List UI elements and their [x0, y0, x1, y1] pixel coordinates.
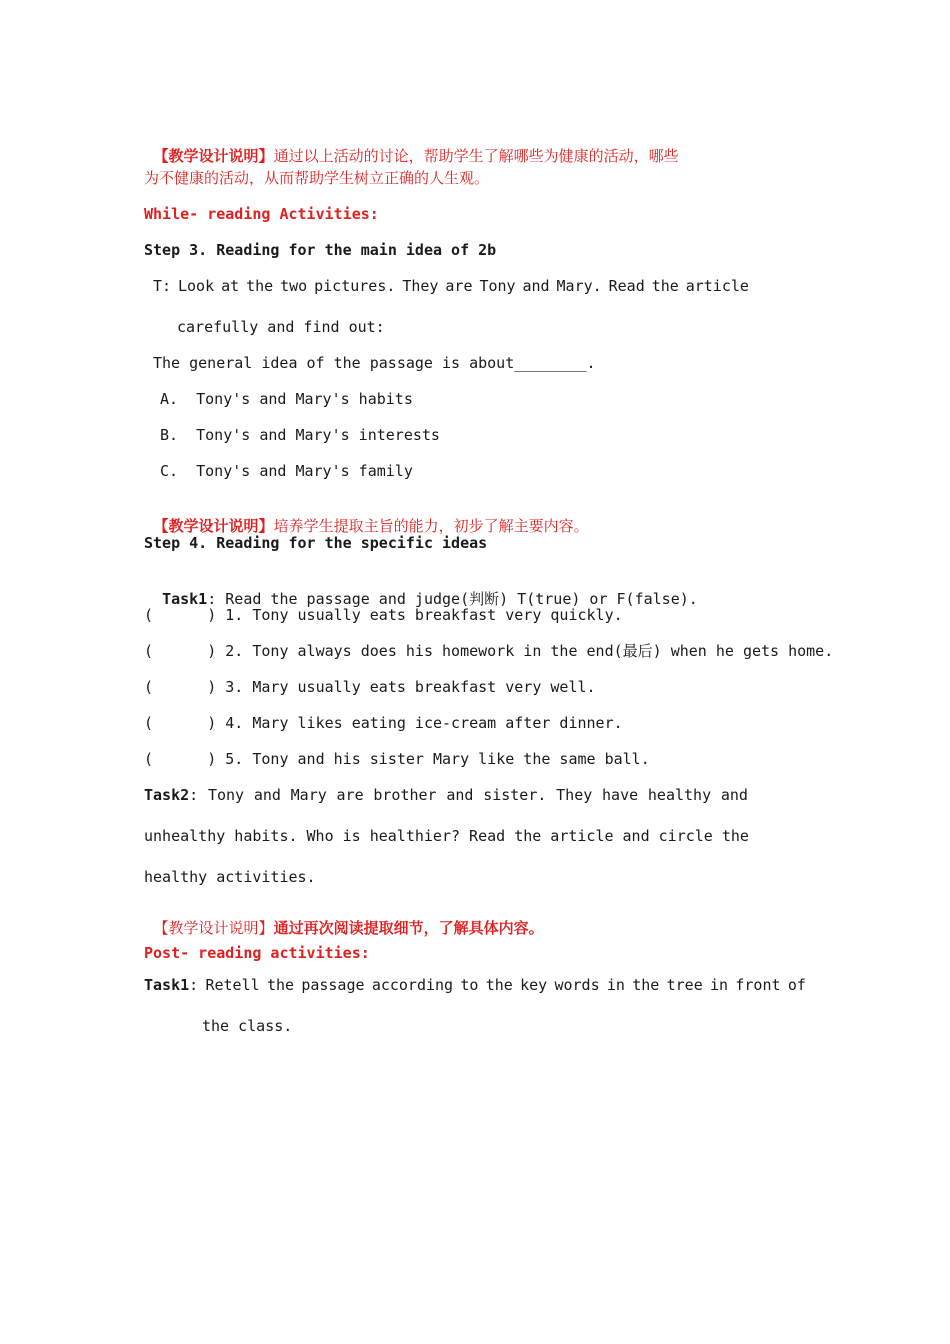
judge-item-3: ( ) 3. Mary usually eats breakfast very well. — [144, 678, 596, 696]
step4-title: Step 4. Reading for the specific ideas — [144, 534, 488, 552]
design-note-text: 通过再次阅读提取细节，了解具体内容。 — [273, 919, 544, 937]
step3-title: Step 3. Reading for the main idea of 2b — [144, 241, 497, 259]
step4-task2-line2: unhealthy habits. Who is healthier? Read the article and circle the — [144, 827, 749, 845]
task1-text: : Read the passage and judge(判断) T(true) or F(false). — [207, 590, 698, 608]
while-reading-heading: While- reading Activities: — [144, 205, 379, 223]
step4-task2-line3: healthy activities. — [144, 868, 316, 886]
design-note-text: 通过以上活动的讨论，帮助学生了解哪些为健康的活动，哪些 — [273, 147, 679, 165]
judge-item-1: ( ) 1. Tony usually eats breakfast very quickly. — [144, 606, 623, 624]
judge-item-2: ( ) 2. Tony always does his homework in the end(最后) when he gets home. — [144, 642, 834, 660]
step4-task1 — [144, 569, 698, 609]
main-idea-question: The general idea of the passage is about________. — [153, 354, 596, 372]
design-note-tag: 【教学设计说明】 — [153, 147, 274, 165]
design-note-tag: 【教学设计说明】 — [153, 517, 274, 535]
post-reading-heading: Post- reading activities: — [144, 944, 370, 962]
design-note-3 — [144, 898, 544, 938]
task1-label: Task1 — [162, 590, 208, 608]
post-task1-label: Task1 — [144, 976, 190, 994]
post-task1-line2: the class. — [202, 1017, 293, 1035]
option-b: B. Tony's and Mary's interests — [160, 426, 440, 444]
option-a: A. Tony's and Mary's habits — [160, 390, 413, 408]
design-note-tag: 【教学设计说明】 — [153, 919, 274, 937]
post-task1-line1: Task1 : Retell the passage according to the key words in the tree in front of — [144, 976, 806, 994]
step3-instruction-line2: carefully and find out: — [177, 318, 385, 336]
design-note-1 — [144, 126, 679, 166]
design-note-2 — [144, 496, 589, 536]
step3-instruction-line1: T: Look at the two pictures. They are Tony and Mary. Read the article — [153, 277, 749, 295]
task2-label: Task2 — [144, 786, 190, 804]
judge-item-4: ( ) 4. Mary likes eating ice-cream after dinner. — [144, 714, 623, 732]
step4-task2-line1: Task2 : Tony and Mary are brother and sister. They have healthy and — [144, 786, 748, 804]
judge-item-5: ( ) 5. Tony and his sister Mary like the same ball. — [144, 750, 650, 768]
option-c: C. Tony's and Mary's family — [160, 462, 413, 480]
design-note-1-cont: 为不健康的活动，从而帮助学生树立正确的人生观。 — [144, 169, 490, 187]
design-note-text: 培养学生提取主旨的能力，初步了解主要内容。 — [273, 517, 589, 535]
